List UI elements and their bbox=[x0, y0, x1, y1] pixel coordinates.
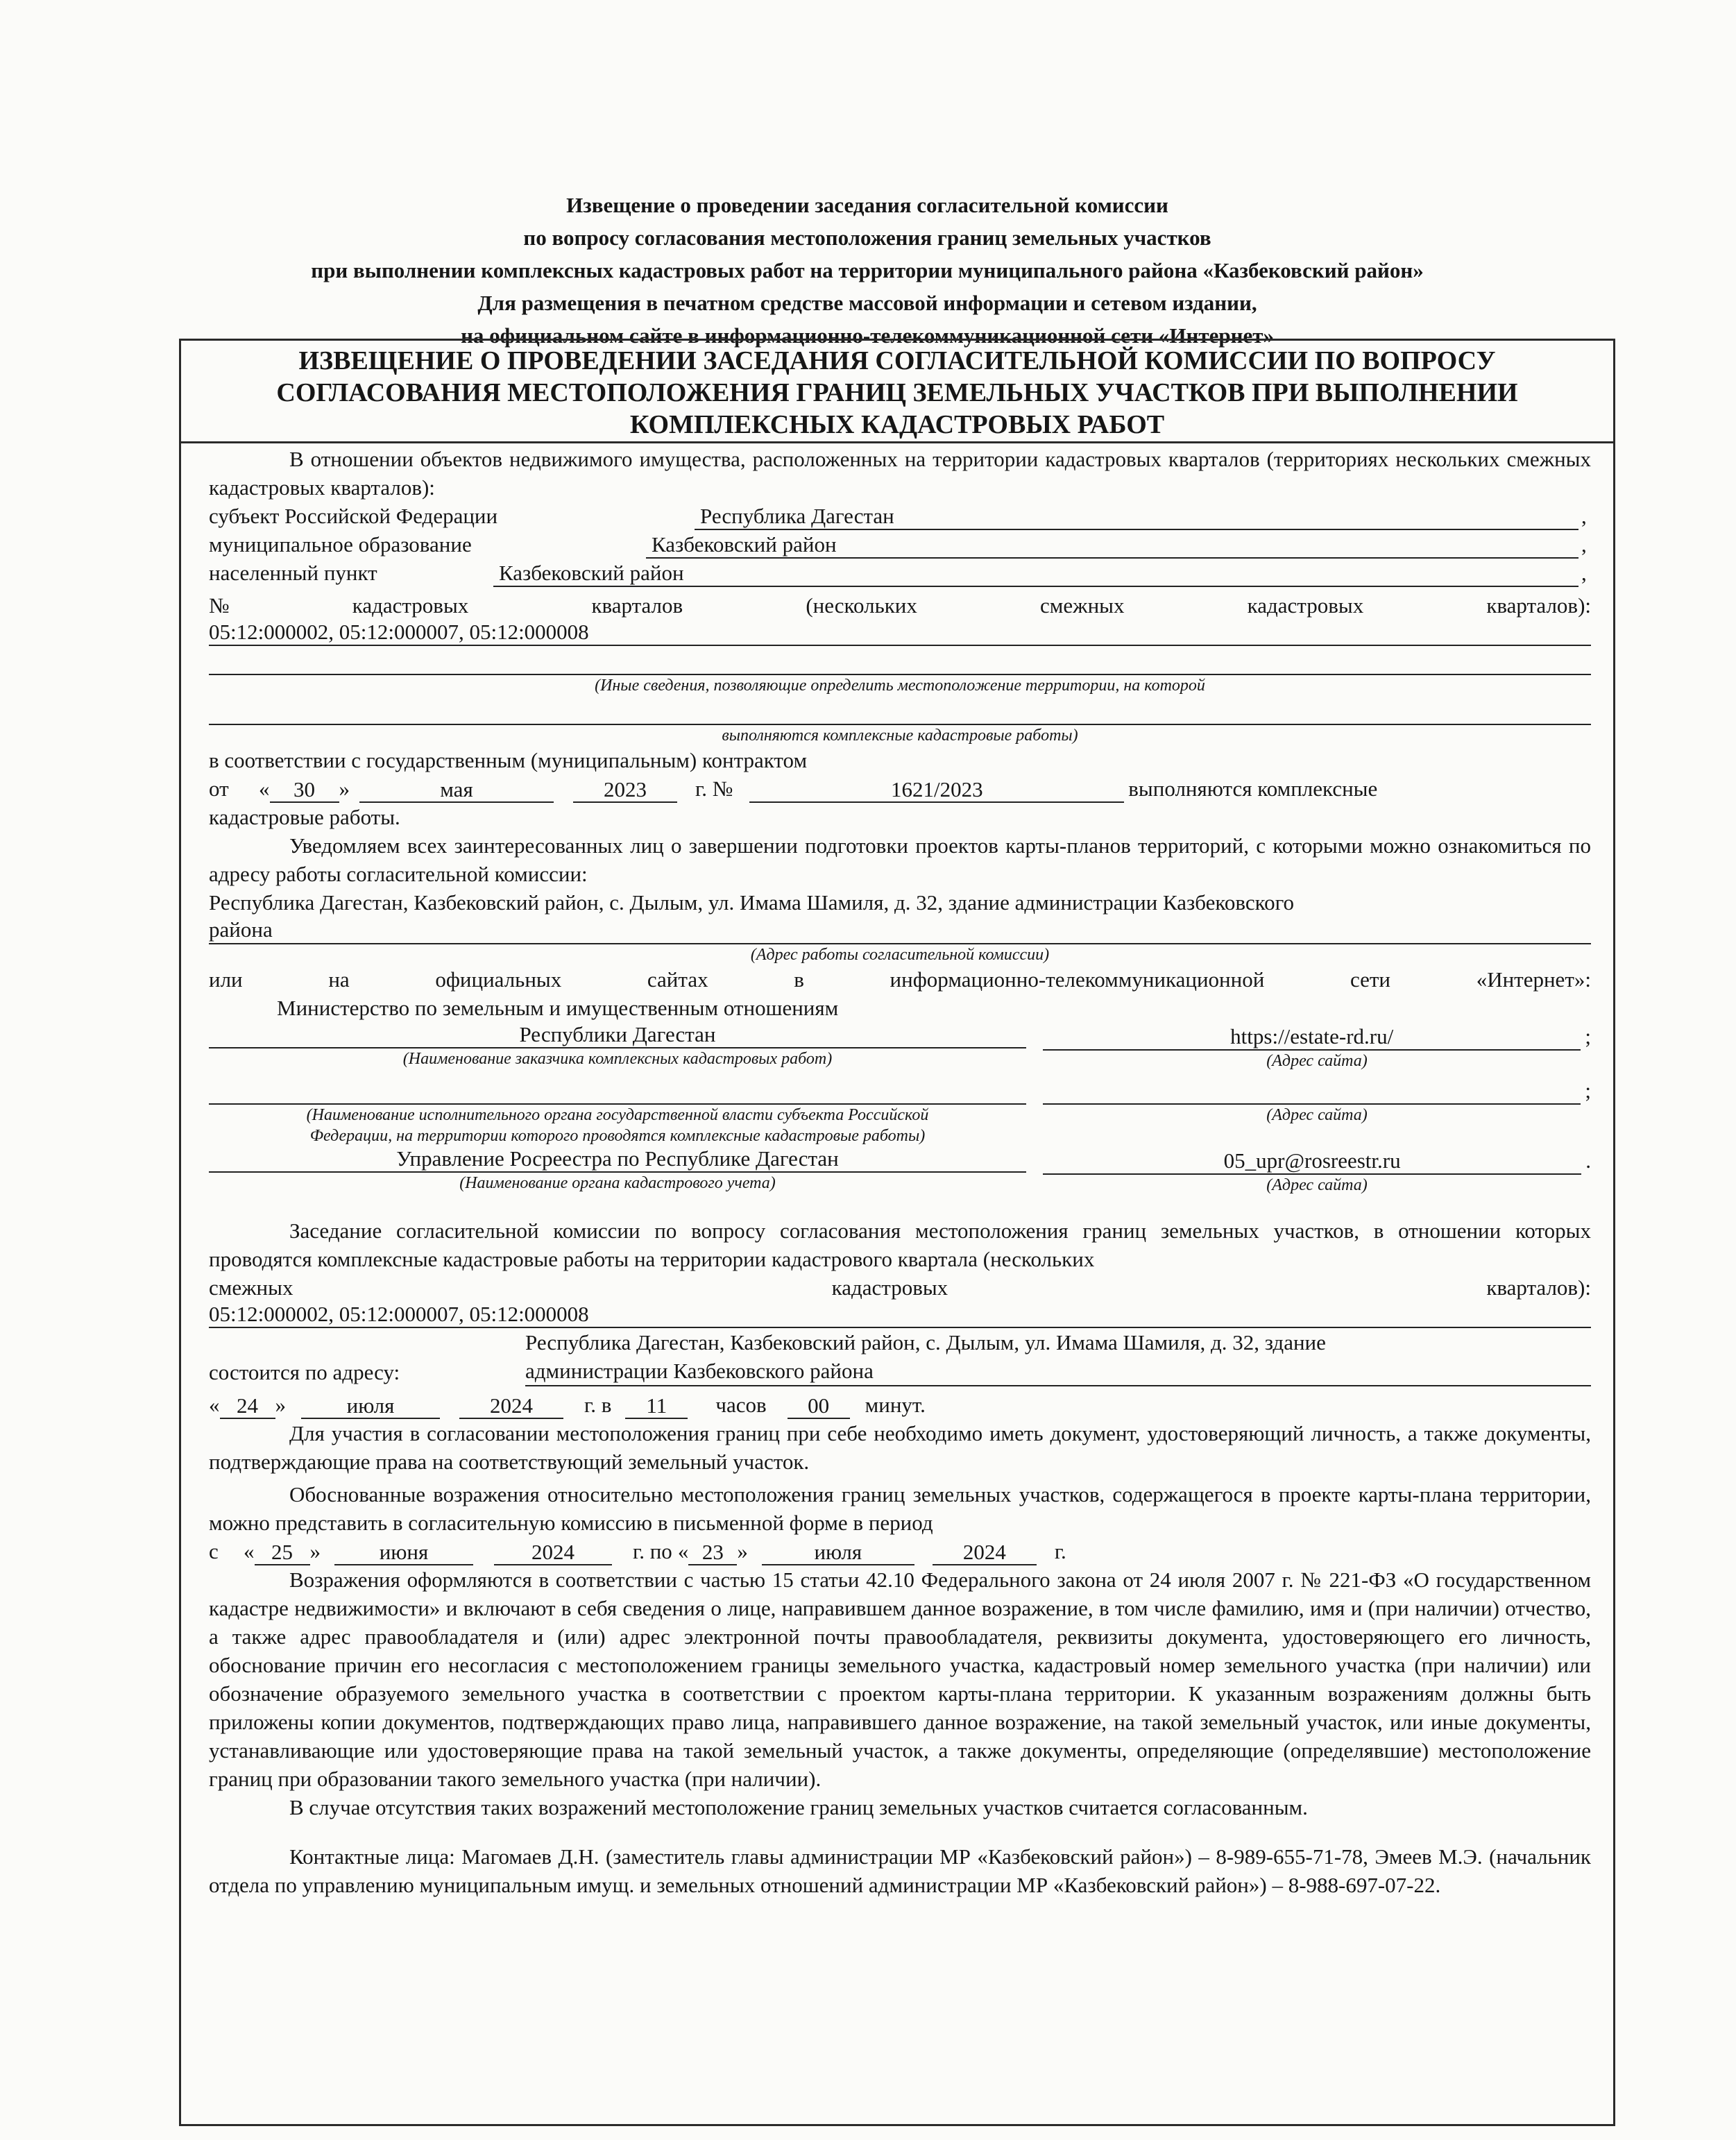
customer-name-line1: Министерство по земельным и имущественным отношениям bbox=[277, 996, 839, 1020]
meeting-address bbox=[525, 1328, 1591, 1386]
quote: » bbox=[275, 1393, 286, 1417]
notice-body bbox=[209, 445, 1591, 1899]
customer-site-caption: (Адрес сайта) bbox=[1266, 1052, 1368, 1070]
period-to-month: июля bbox=[762, 1540, 914, 1565]
executive-name bbox=[209, 1076, 1026, 1105]
internet-line bbox=[209, 965, 1591, 994]
word: кадастровых bbox=[1247, 593, 1364, 618]
customer-name-line2: Республики Дагестан bbox=[209, 1022, 1026, 1048]
comma: , bbox=[1581, 504, 1587, 528]
subject-row bbox=[209, 502, 1591, 530]
word: сайтах bbox=[647, 967, 708, 992]
objections-period-row bbox=[209, 1537, 1591, 1565]
meeting-address-row bbox=[209, 1328, 1591, 1386]
meeting-day: 24 bbox=[220, 1394, 275, 1419]
period-from-year: 2024 bbox=[494, 1540, 612, 1565]
meeting-year: 2024 bbox=[459, 1394, 563, 1419]
meeting-address-line1: Республика Дагестан, Казбековский район, с. Дылым, ул. Имама Шамиля, д. 32, здание bbox=[525, 1330, 1326, 1355]
quote: « bbox=[209, 1393, 220, 1417]
meeting-words bbox=[209, 1273, 1591, 1302]
period-to-day: 23 bbox=[688, 1540, 737, 1565]
semicolon: ; bbox=[1585, 1078, 1591, 1103]
municipality-label: муниципальное образование bbox=[209, 532, 472, 557]
title-line: КОМПЛЕКСНЫХ КАДАСТРОВЫХ РАБОТ bbox=[629, 410, 1165, 439]
word: кварталов): bbox=[1486, 593, 1591, 618]
title-line: ИЗВЕЩЕНИЕ О ПРОВЕДЕНИИ ЗАСЕДАНИЯ СОГЛАСИТЕЛЬНОЙ КОМИССИИ ПО ВОПРОСУ bbox=[298, 346, 1496, 375]
comma: , bbox=[1581, 561, 1587, 585]
period-from-month: июня bbox=[334, 1540, 473, 1565]
header-line: Для размещения в печатном средстве массовой информации и сетевом издании, bbox=[477, 291, 1257, 315]
participation-paragraph: Для участия в согласовании местоположения границ при себе необходимо иметь документ, удостоверяющий личность, а также документы, подтверждающие права на соответствующий земельный участок. bbox=[209, 1421, 1591, 1474]
period-to-year: 2024 bbox=[933, 1540, 1037, 1565]
word: № bbox=[209, 593, 230, 618]
executive-site-caption: (Адрес сайта) bbox=[1266, 1106, 1368, 1124]
quote: « bbox=[259, 776, 270, 801]
word: информационно-телекоммуникационной bbox=[890, 967, 1265, 992]
meeting-minute: 00 bbox=[788, 1394, 850, 1419]
header-line: по вопросу согласования местоположения границ земельных участков bbox=[523, 226, 1211, 250]
commission-address-line2: района bbox=[209, 917, 1591, 944]
period: . bbox=[1585, 1148, 1591, 1173]
executive-caption: Федерации, на территории которого проводятся комплексные кадастровые работы) bbox=[309, 1127, 926, 1145]
objections-paragraph: Обоснованные возражения относительно местоположения границ земельных участков, содержащегося в проекте карты-плана территории, можно представить в согласительную комиссию в письменной форме в период bbox=[209, 1482, 1591, 1535]
word: в bbox=[794, 967, 804, 992]
quote: « bbox=[244, 1539, 255, 1563]
executive-site bbox=[1043, 1076, 1581, 1105]
quote: « bbox=[677, 1539, 689, 1563]
contract-from: от bbox=[209, 776, 229, 801]
contract-day: 30 bbox=[270, 778, 339, 803]
executive-block bbox=[209, 1076, 1591, 1146]
meeting-paragraph: Заседание согласительной комиссии по вопросу согласования местоположения границ земельных участков, в отношении которых проводятся комплексные кадастровые работы на территории кадастрового квартала (нескольких bbox=[209, 1218, 1591, 1271]
quote: » bbox=[309, 1539, 321, 1563]
meeting-year-suffix: г. в bbox=[584, 1393, 612, 1417]
word: кадастровых bbox=[831, 1275, 948, 1300]
municipality-value: Казбековский район bbox=[646, 532, 1578, 559]
meeting-month: июля bbox=[301, 1394, 440, 1419]
rules-paragraph: Возражения оформляются в соответствии с частью 15 статьи 42.10 Федерального закона от 24 июля 2007 г. № 221-ФЗ «О государственном кадастре недвижимости» и включают в себя сведения о лице, направившем данное возражение, в том числе фамилию, имя и (при наличии) отчество, а также адрес правообладателя и (или) адрес электронной почты правообладателя, реквизиты документа, удостоверяющего его личность, обоснование причин его несогласия с местоположением границы земельного участка, кадастровый номер земельного участка (при наличии) или обозначение образуемого земельного участка в соответствии с проектом карты-плана территории. К указанным возражениям должны быть приложены копии документов, подтверждающих право лица, направившего данное возражение, на такой земельный участок, или иные документы, устанавливающие или удостоверяющие права на такой земельный участок, а также документы, определяющие (определявшие) местоположение границ при образовании такого земельного участка (при наличии). bbox=[209, 1568, 1591, 1791]
quote: » bbox=[339, 776, 350, 801]
meeting-quarters: 05:12:000002, 05:12:000007, 05:12:000008 bbox=[209, 1302, 1591, 1328]
meeting-time-row bbox=[209, 1391, 1591, 1419]
notice-header bbox=[173, 189, 1561, 352]
contract-year: 2023 bbox=[573, 778, 677, 803]
contract-row bbox=[209, 774, 1591, 803]
notify-paragraph: Уведомляем всех заинтересованных лиц о завершении подготовки проектов карты-планов территорий, с которыми можно ознакомиться по адресу работы согласительной комиссии: bbox=[209, 833, 1591, 886]
word: смежных bbox=[1040, 593, 1125, 618]
quote: » bbox=[737, 1539, 748, 1563]
intro-paragraph: В отношении объектов недвижимого имущества, расположенных на территории кадастровых кварталов (территориях нескольких смежных кадастровых кварталов): bbox=[209, 447, 1591, 500]
notice-title bbox=[181, 341, 1613, 443]
quarters-value: 05:12:000002, 05:12:000007, 05:12:000008 bbox=[209, 620, 1591, 646]
period-from-day: 25 bbox=[255, 1540, 310, 1565]
header-line: Извещение о проведении заседания согласительной комиссии bbox=[566, 193, 1168, 217]
settlement-value: Казбековский район bbox=[493, 561, 1578, 587]
word: или bbox=[209, 967, 243, 992]
notice-frame bbox=[179, 339, 1615, 2126]
word: смежных bbox=[209, 1275, 293, 1300]
word: кадастровых bbox=[352, 593, 469, 618]
meeting-hour-label: часов bbox=[715, 1393, 767, 1417]
customer-site: https://estate-rd.ru/ bbox=[1043, 1024, 1581, 1051]
meeting-hour: 11 bbox=[625, 1394, 688, 1419]
meeting-minute-label: минут. bbox=[865, 1393, 926, 1417]
commission-address: Республика Дагестан, Казбековский район, с. Дылым, ул. Имама Шамиля, д. 32, здание администрации Казбековского bbox=[209, 890, 1295, 915]
cadastral-name: Управление Росреестра по Республике Дагестан bbox=[209, 1146, 1026, 1173]
subject-label: субъект Российской Федерации bbox=[209, 504, 498, 528]
blank-line bbox=[209, 696, 1591, 725]
word: сети bbox=[1350, 967, 1391, 992]
header-line: при выполнении комплексных кадастровых работ на территории муниципального района «Казбековский район» bbox=[311, 258, 1424, 282]
other-info-caption: (Иные сведения, позволяющие определить местоположение территории, на которой bbox=[595, 677, 1205, 695]
settlement-label: населенный пункт bbox=[209, 561, 377, 585]
comma: , bbox=[1581, 532, 1587, 557]
word: «Интернет»: bbox=[1476, 967, 1591, 992]
word: кварталов): bbox=[1486, 1275, 1591, 1300]
semicolon: ; bbox=[1585, 1024, 1591, 1048]
meeting-address-line2: администрации Казбековского района bbox=[525, 1359, 874, 1383]
subject-value: Республика Дагестан bbox=[695, 504, 1578, 530]
contract-month: мая bbox=[359, 778, 554, 803]
contract-number: 1621/2023 bbox=[749, 778, 1124, 803]
period-from-label: с bbox=[209, 1539, 219, 1563]
municipality-row bbox=[209, 530, 1591, 559]
executive-caption: (Наименование исполнительного органа государственной власти субъекта Российской bbox=[306, 1106, 929, 1124]
cadastral-site: 05_upr@rosreestr.ru bbox=[1043, 1148, 1581, 1175]
word: официальных bbox=[435, 967, 562, 992]
no-objections-paragraph: В случае отсутствия таких возражений местоположение границ земельных участков считается согласованным. bbox=[289, 1795, 1308, 1819]
settlement-row bbox=[209, 559, 1591, 587]
commission-address-caption: (Адрес работы согласительной комиссии) bbox=[750, 946, 1050, 964]
blank-line bbox=[209, 646, 1591, 675]
word: на bbox=[328, 967, 350, 992]
contract-intro: в соответствии с государственным (муниципальным) контрактом bbox=[209, 748, 808, 772]
cadastral-site-caption: (Адрес сайта) bbox=[1266, 1176, 1368, 1194]
period-end: г. bbox=[1054, 1539, 1066, 1563]
title-line: СОГЛАСОВАНИЯ МЕСТОПОЛОЖЕНИЯ ГРАНИЦ ЗЕМЕЛЬНЫХ УЧАСТКОВ ПРИ ВЫПОЛНЕНИИ bbox=[276, 378, 1518, 407]
contract-tail-2: кадастровые работы. bbox=[209, 805, 400, 829]
word: (нескольких bbox=[806, 593, 917, 618]
word: кварталов bbox=[591, 593, 683, 618]
meeting-address-label: состоится по адресу: bbox=[209, 1360, 400, 1384]
cadastral-block bbox=[209, 1146, 1591, 1196]
other-info-caption: выполняются комплексные кадастровые работы) bbox=[722, 727, 1078, 745]
customer-caption: (Наименование заказчика комплексных кадастровых работ) bbox=[402, 1050, 833, 1068]
contract-year-suffix: г. № bbox=[695, 776, 733, 801]
cadastral-caption: (Наименование органа кадастрового учета) bbox=[459, 1174, 776, 1192]
contacts-paragraph: Контактные лица: Магомаев Д.Н. (заместитель главы администрации МР «Казбековский район») – 8-989-655-71-78, Эмеев М.Э. (начальник отдела по управлению муниципальным имущ. и земельных отношений администрации МР «Казбековский район») – 8-988-697-07-22. bbox=[209, 1844, 1591, 1897]
header-line: на официальном сайте в информационно-телекоммуникационной сети «Интернет» bbox=[461, 323, 1274, 348]
contract-tail: выполняются комплексные bbox=[1128, 776, 1378, 801]
customer-block bbox=[209, 994, 1591, 1071]
period-to-label: г. по bbox=[633, 1539, 672, 1563]
quarters-label bbox=[209, 591, 1591, 620]
